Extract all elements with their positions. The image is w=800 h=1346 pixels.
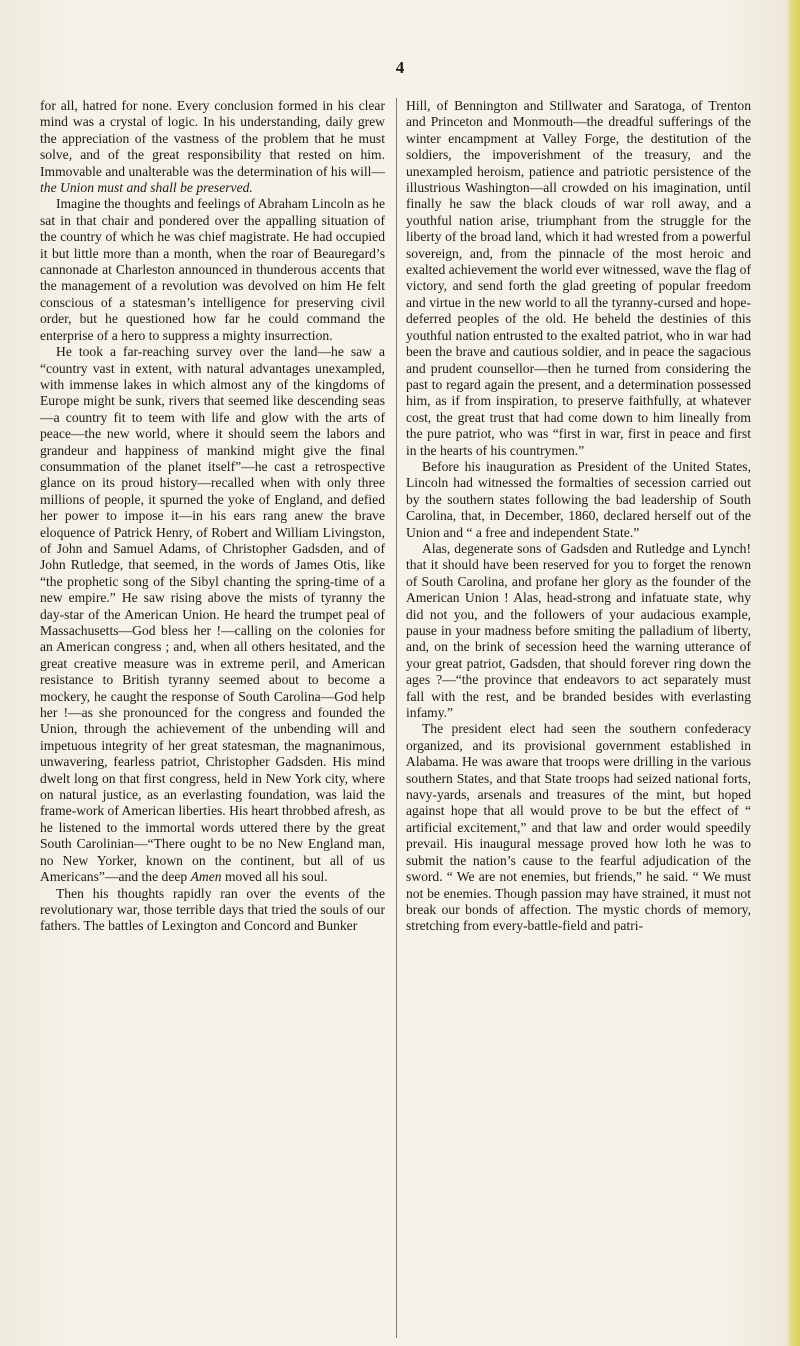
column-divider bbox=[396, 98, 397, 1338]
paragraph: Alas, degenerate sons of Gadsden and Rutledge and Lynch! that it should have been reserved for you to forget the renown of South Carolina, and profane her glory as the founder of the American Union ! Alas, head-strong and infatuate state, why did not you, and the followers of your audacious example, pause in your madness before smiting the palladium of liberty, and, on the brink of secession heed the warning utterance of your great patriot, Gadsden, that should forever ring down the ages ?—“the province that endeavors to act separately must fall with the rest, and be branded besides with everlasting infamy.” bbox=[406, 540, 751, 721]
paragraph-text: for all, hatred for none. Every conclusion formed in his clear mind was a crystal of logic. In his understanding, daily grew the appreciation of the vastness of the problem that he must solve, and of the great responsibility that rested on him. Immovable and unalterable was the determination of his will— bbox=[40, 98, 385, 179]
right-column bbox=[406, 98, 751, 935]
page-edge bbox=[786, 0, 800, 1346]
paragraph: Imagine the thoughts and feelings of Abraham Lincoln as he sat in that chair and pondered over the appalling situation of the country of which he was chief magistrate. He had occupied it but little more than a month, when the roar of Beauregard’s cannonade at Charleston announced in thunderous accents that the management of a revolution was devolved on him He felt conscious of a statesman’s intelligence for preserving civil order, but he questioned how far he could command the enterprise of a hero to suppress a mighty insurrection. bbox=[40, 196, 385, 343]
paragraph: Then his thoughts rapidly ran over the events of the revolutionary war, those terrible days that tried the souls of our fathers. The battles of Lexington and Concord and Bunker bbox=[40, 885, 385, 934]
paragraph: Hill, of Bennington and Stillwater and Saratoga, of Trenton and Princeton and Monmouth—the dreadful sufferings of the winter encampment at Valley Forge, the destitution of the soldiers, the impoverishment of the treasury, and the unexampled heroism, patience and patriotic persistence of the illustrious Washington—all crowded on his imagination, until finally he saw the black clouds of war roll away, and a youthful nation arise, triumphant from the struggle for the liberty of the broad land, which it had wrested from a powerful sovereign, and, from the pinnacle of the most heroic and exalted achievement the world ever witnessed, wave the flag of victory, and send forth the glad greeting of popular freedom and virtue in the new world to all the tyranny-cursed and hope-deferred peoples of the old. He beheld the destinies of this youthful nation entrusted to the exalted patriot, who in war had been the brave and cautious soldier, and in peace the sagacious and prudent counsellor—then he turned from considering the past to regard again the present, and a determination possessed him, as if from inspiration, to preserve faithfully, at whatever cost, the great trust that had come down to him lineally from the pure patriot, who was “first in war, first in peace and first in the hearts of his countrymen.” bbox=[406, 98, 751, 458]
paragraph-text: He took a far-reaching survey over the land—he saw a “country vast in extent, with natural advantages unexampled, with immense lakes in which almost any of the kingdoms of Europe might be sunk, rivers that seemed like descending seas—a country fit to teem with life and glow with the arts of peace—the new world, where it should seem the labors and grandeur and happiness of mankind might give the final consummation of the planet itself”—he cast a retrospective glance on its proud history—recalled when with only three millions of people, it spurned the yoke of England, and defied her power to impose it—in his ears rang anew the brave eloquence of Patrick Henry, of Robert and William Livingston, of John and Samuel Adams, of Christopher Gadsden, and of John Rutledge, that seemed, in the words of James Otis, like “the prophetic song of the Sibyl chanting the spring-time of a new empire.” He saw rising above the mists of tyranny the day-star of the American Union. He heard the trumpet peal of Massachusetts—God bless her !—calling on the colonies for an American congress ; and, when all others hesitated, and the great creative measure was in extreme peril, and American resistance to British tyranny seemed about to become a mockery, he caught the response of South Carolina—God help her !—as she pronounced for the congress and founded the Union, through the achievement of the unbending will and impetuous integrity of her great statesman, the magnanimous, unwavering, fearless patriot, Christopher Gadsden. His mind dwelt long on that first congress, held in New York city, where on natural justice, as an everlasting foundation, was laid the frame-work of American liberties. His heart throbbed afresh, as he listened to the immortal words uttered there by the great South Carolinian—“There ought to be no New England man, no New Yorker, known on the continent, but all of us Americans”—and the deep bbox=[40, 344, 386, 885]
emphasized-text: the Union must and shall be preserved. bbox=[40, 180, 253, 196]
page-number: 4 bbox=[395, 58, 405, 77]
left-column bbox=[40, 98, 385, 935]
paragraph bbox=[40, 344, 385, 885]
paragraph-text: moved all his soul. bbox=[221, 869, 328, 885]
paragraph: Before his inauguration as President of the United States, Lincoln had witnessed the formalties of secession carried out by the southern states following the bad leadership of South Carolina, that, in December, 1860, declared herself out of the Union and “ a free and independent State.” bbox=[406, 458, 751, 540]
paragraph: The president elect had seen the southern confederacy organized, and its provisional government established in Alabama. He was aware that troops were drilling in the various southern States, and that State troops had seized national forts, navy-yards, arsenals and treasures of the mint, but hoped against hope that all would prove to be but the effect of “ artificial excitement,” and that law and order would speedily prevail. His inaugural message proved how loth he was to submit the nation’s cause to the fearful adjudication of the sword. “ We are not enemies, but friends,” he said. “ We must not be enemies. Though passion may have strained, it must not break our bonds of affection. The mystic chords of memory, stretching from every-battle-field and patri- bbox=[406, 721, 751, 934]
emphasized-text: Amen bbox=[190, 869, 222, 885]
paragraph bbox=[40, 98, 385, 196]
